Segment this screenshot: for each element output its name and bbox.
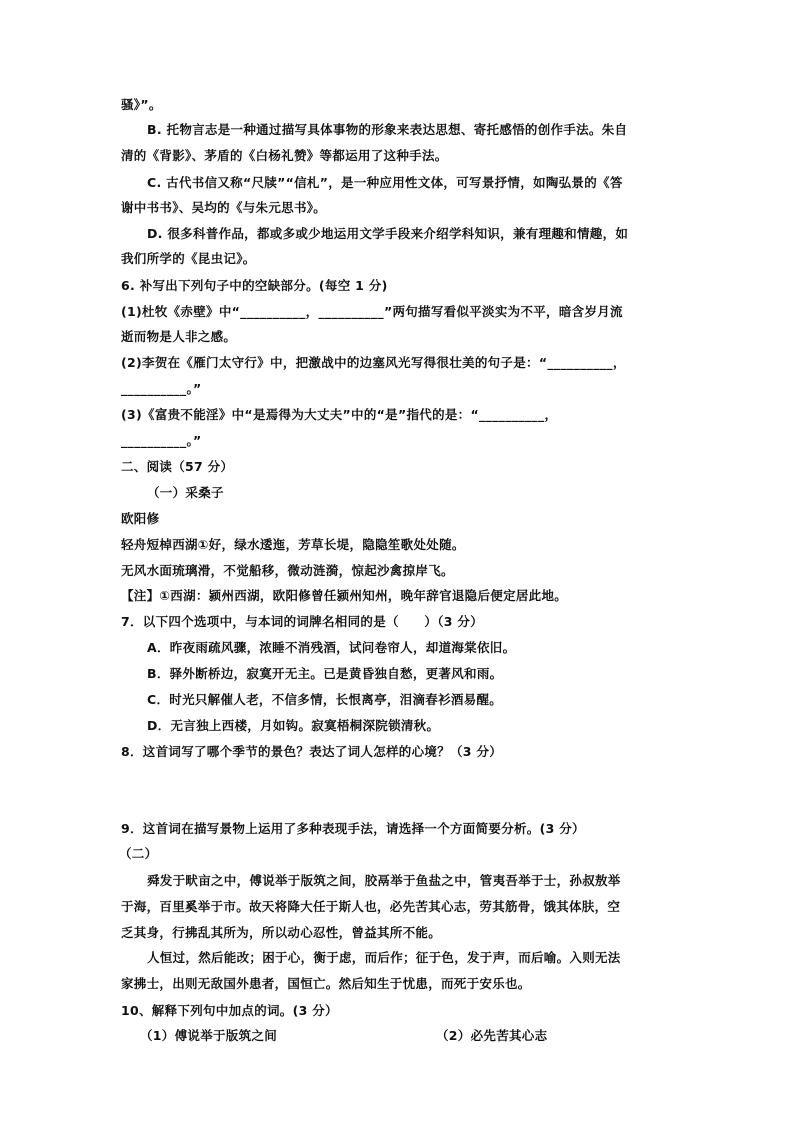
question-6-item-2-line-2: __________。” (121, 381, 202, 396)
question-10-item-1: （1）傅说举于版筑之间 (140, 1028, 277, 1043)
question-6-item-1-line-1: (1)杜牧《赤壁》中“__________，__________”两句描写看似平淡实为不平，暗含岁月流 (121, 304, 623, 319)
question-7-option-c: C．时光只解催人老，不信多情，长恨离亭，泪滴春衫酒易醒。 (147, 692, 503, 707)
question-7-option-a: A．昨夜雨疏风骤，浓睡不消残酒，试问卷帘人，却道海棠依旧。 (147, 640, 516, 655)
option-b-line-2: 清的《背影》、茅盾的《白杨礼赞》等都运用了这种手法。 (121, 148, 448, 163)
poem-line-1: 轻舟短棹西湖①好，绿水逶迤，芳草长堤，隐隐笙歌处处随。 (121, 537, 465, 552)
passage-line-3: 乏其身，行拂乱其所为，所以动心忍性，曾益其所不能。 (121, 925, 442, 940)
question-6-item-3-line-1: (3)《富贵不能淫》中“是焉得为大丈夫”中的“是”指代的是：“__________， (121, 407, 558, 422)
section-2-part-2-heading: （二） (119, 846, 158, 861)
poem-line-2: 无风水面琉璃滑，不觉船移，微动涟漪，惊起沙禽掠岸飞。 (121, 563, 454, 578)
poem-author: 欧阳修 (121, 511, 160, 526)
question-7-heading: 7．以下四个选项中，与本词的词牌名相同的是（ ）（3 分） (121, 614, 483, 629)
passage-line-1: 舜发于畎亩之中，傅说举于版筑之间，胶鬲举于鱼盐之中，管夷吾举于士，孙叔敖举 (147, 873, 621, 888)
question-8: 8．这首词写了哪个季节的景色？表达了词人怎样的心境？（3 分） (121, 744, 503, 759)
question-6-item-3-line-2: __________。” (121, 433, 202, 448)
question-7-option-d: D．无言独上西楼，月如钩。寂寞梧桐深院锁清秋。 (147, 718, 440, 733)
poem-note: 【注】①西湖：颍州西湖，欧阳修曾任颍州知州，晚年辞官退隐后便定居此地。 (121, 588, 568, 603)
section-2-heading: 二、阅读（57 分） (121, 459, 234, 474)
question-6-heading: 6. 补写出下列句子中的空缺部分。(每空 1 分) (121, 278, 388, 293)
option-c-line-1: C. 古代书信又称“尺牍”“信札”，是一种应用性文体，可写景抒情，如陶弘景的《答 (147, 175, 623, 190)
poem-title: （一）采桑子 (147, 485, 224, 500)
text-line: 骚》”。 (121, 97, 162, 112)
question-6-item-2-line-1: (2)李贺在《雁门太守行》中，把激战中的边塞风光写得很壮美的句子是：“__________， (121, 355, 626, 370)
passage-line-2: 于海，百里奚举于市。故天将降大任于斯人也，必先苦其心志，劳其筋骨，饿其体肤，空 (121, 899, 621, 914)
question-10-heading: 10、解释下列句中加点的词。(3 分） (121, 1003, 338, 1018)
option-d-line-2: 我们所学的《昆虫记》。 (121, 251, 256, 266)
option-c-line-2: 谢中书书》、吴均的《与朱元思书》。 (121, 200, 327, 215)
passage-line-5: 家拂士，出则无敌国外患者，国恒亡。然后知生于忧患，而死于安乐也。 (121, 976, 531, 991)
passage-line-4: 人恒过，然后能改；困于心，衡于虑，而后作；征于色，发于声，而后喻。入则无法 (147, 950, 621, 965)
question-7-option-b: B．驿外断桥边，寂寞开无主。已是黄昏独自愁，更著风和雨。 (147, 666, 503, 681)
question-9: 9．这首词在描写景物上运用了多种表现手法，请选择一个方面简要分析。(3 分） (121, 821, 585, 836)
option-d-line-1: D. 很多科普作品，都或多或少地运用文学手段来介绍学科知识，兼有理趣和情趣，如 (147, 226, 629, 241)
question-6-item-1-line-2: 逝而物是人非之感。 (121, 329, 237, 344)
question-10-item-2: （2）必先苦其心志 (436, 1028, 548, 1043)
option-b-line-1: B. 托物言志是一种通过描写具体事物的形象来表达思想、寄托感悟的创作手法。朱自 (147, 122, 628, 137)
